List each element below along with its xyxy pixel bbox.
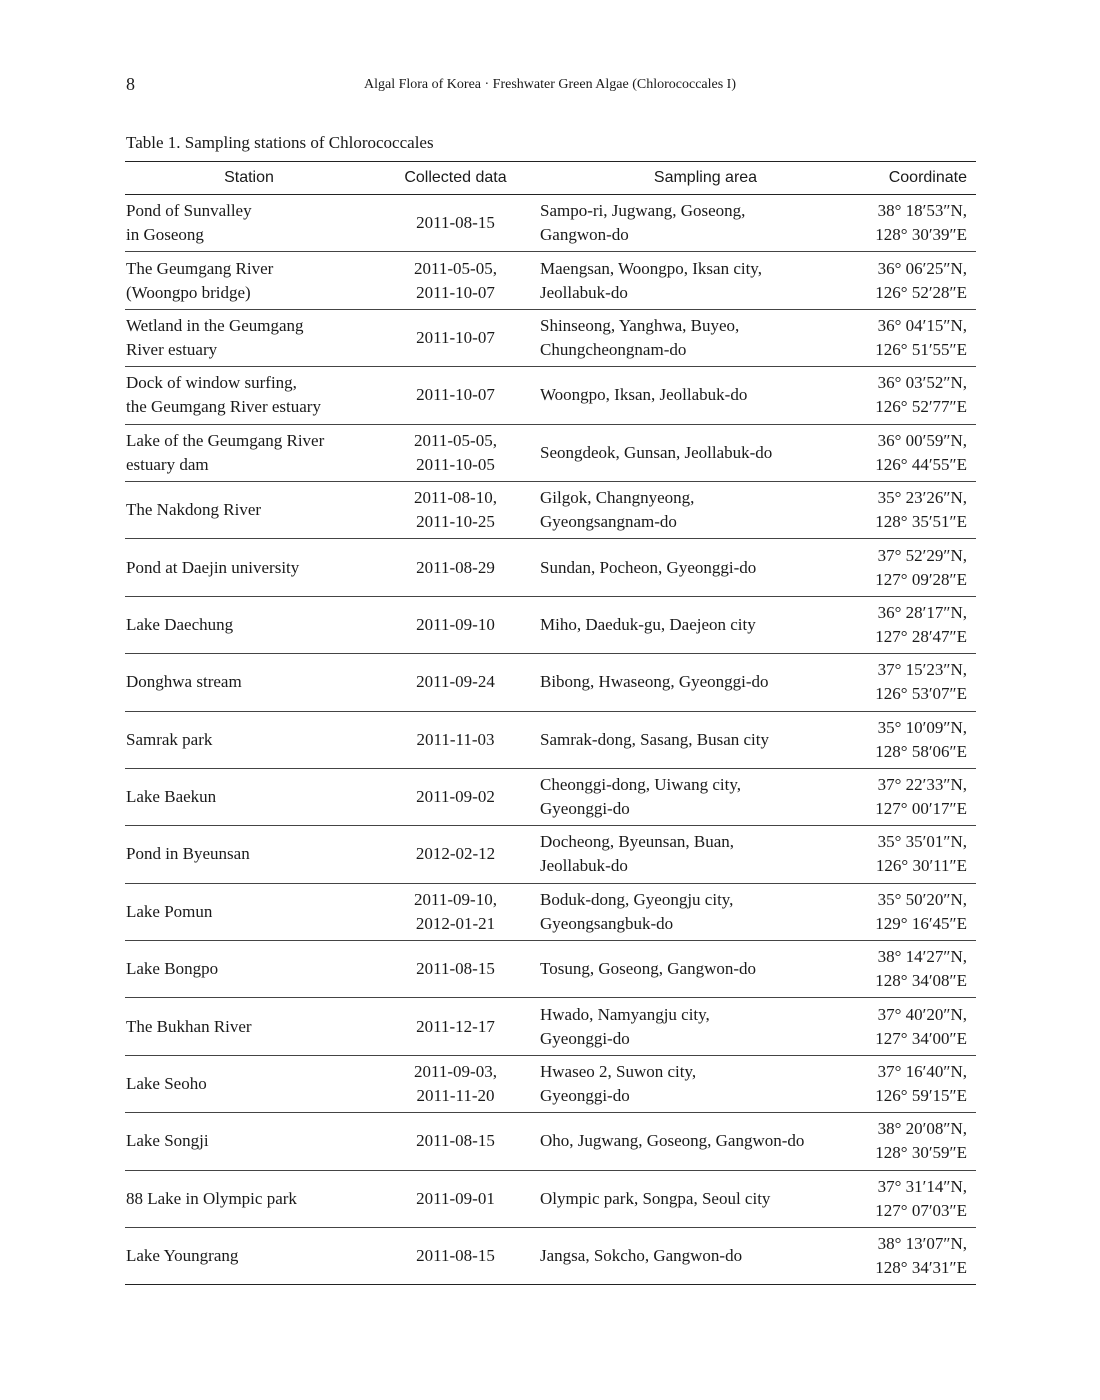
table-row [125,195,976,252]
collected-date-cell [373,711,538,768]
collected-date-cell [373,1113,538,1170]
station-cell-line: Wetland in the Geumgang [126,315,304,335]
coordinate-cell-line: 129° 16′45″E [875,913,967,933]
station-cell-line: Lake of the Geumgang River [126,430,325,450]
coordinate-cell [873,367,976,424]
collected-date-cell [373,941,538,998]
station-cell-line: Lake Bongpo [126,959,219,979]
coordinate-cell [873,826,976,883]
station-cell-line: Lake Pomun [126,901,213,921]
station-cell-line: Lake Youngrang [126,1246,239,1266]
coordinate-cell [873,711,976,768]
coordinate-cell [873,1228,976,1285]
station-cell [125,941,373,998]
sampling-area-cell-line: Cheonggi-dong, Uiwang city, [540,775,741,795]
collected-date-cell [373,826,538,883]
coordinate-cell-line: 38° 14′27″N, [877,947,967,967]
table-row [125,998,976,1055]
collected-date-cell-line: 2011-10-07 [416,327,495,347]
collected-date-cell-line: 2011-08-15 [416,1246,495,1266]
sampling-area-cell [538,309,873,366]
coordinate-cell-line: 126° 52′28″E [875,282,967,302]
sampling-area-cell [538,826,873,883]
sampling-stations-table [125,161,976,1285]
table-row [125,711,976,768]
station-cell-line: (Woongpo bridge) [126,282,251,302]
coordinate-cell [873,768,976,825]
coordinate-cell-line: 127° 07′03″E [875,1200,967,1220]
sampling-area-cell-line: Gyeonggi-do [540,1086,630,1106]
sampling-area-cell [538,539,873,596]
coordinate-cell [873,998,976,1055]
coordinate-cell-line: 127° 00′17″E [875,799,967,819]
coordinate-cell-line: 35° 23′26″N, [877,488,967,508]
station-cell [125,309,373,366]
collected-date-cell-line: 2011-09-10, [414,889,497,909]
sampling-area-cell [538,1055,873,1112]
table-row [125,1113,976,1170]
sampling-area-cell [538,654,873,711]
station-cell-line: the Geumgang River estuary [126,397,321,417]
table-caption: Table 1. Sampling stations of Chlorococcales [126,133,434,152]
station-cell-line: Samrak park [126,729,213,749]
sampling-area-cell-line: Sampo-ri, Jugwang, Goseong, [540,201,746,221]
coordinate-cell-line: 127° 09′28″E [875,569,967,589]
station-cell [125,1055,373,1112]
coordinate-cell [873,539,976,596]
coordinate-cell-line: 37° 52′29″N, [877,545,967,565]
collected-date-cell-line: 2011-08-29 [416,557,495,577]
sampling-area-cell-line: Tosung, Goseong, Gangwon-do [540,959,757,979]
sampling-area-cell-line: Hwaseo 2, Suwon city, [540,1062,697,1082]
station-cell [125,654,373,711]
table-row [125,883,976,940]
collected-date-cell-line: 2011-08-10, [414,488,497,508]
collected-date-cell-line: 2011-10-25 [416,512,495,532]
sampling-area-cell-line: Woongpo, Iksan, Jeollabuk-do [540,385,748,405]
collected-date-cell-line: 2011-10-07 [416,385,495,405]
station-cell-line: The Geumgang River [126,258,274,278]
sampling-area-cell-line: Gilgok, Changnyeong, [540,488,695,508]
table-row [125,654,976,711]
station-cell-line: Pond of Sunvalley [126,201,252,221]
collected-date-cell-line: 2011-08-15 [416,213,495,233]
column-header-coordinate: Coordinate [888,169,967,186]
table-row [125,367,976,424]
station-cell-line: Donghwa stream [126,672,242,692]
coordinate-cell [873,252,976,309]
coordinate-cell [873,596,976,653]
coordinate-cell-line: 36° 00′59″N, [877,430,967,450]
station-cell-line: The Nakdong River [126,500,262,520]
collected-date-cell-line: 2011-09-02 [416,787,495,807]
sampling-area-cell [538,424,873,481]
coordinate-cell-line: 37° 16′40″N, [877,1062,967,1082]
coordinate-cell [873,481,976,538]
column-header-sampling-area: Sampling area [653,169,758,186]
collected-date-cell-line: 2011-12-17 [416,1016,495,1036]
collected-date-cell [373,367,538,424]
sampling-area-cell-line: Gyeonggi-do [540,799,630,819]
station-cell-line: Lake Baekun [126,787,217,807]
collected-date-cell [373,1228,538,1285]
station-cell-line: Lake Seoho [126,1074,207,1094]
sampling-area-cell-line: Sundan, Pocheon, Gyeonggi-do [540,557,757,577]
collected-date-cell [373,654,538,711]
sampling-area-cell [538,883,873,940]
collected-date-cell [373,596,538,653]
station-cell-line: Lake Songji [126,1131,209,1151]
sampling-area-cell [538,768,873,825]
station-cell [125,826,373,883]
sampling-area-cell-line: Gyeonggi-do [540,1028,630,1048]
column-header-collected-data: Collected data [404,169,507,186]
collected-date-cell-line: 2012-01-21 [415,913,496,933]
collected-date-cell-line: 2011-10-05 [416,454,495,474]
table-header-row [125,162,976,195]
collected-date-cell-line: 2011-05-05, [414,430,497,450]
table-header [125,162,976,195]
coordinate-cell-line: 127° 28′47″E [875,626,967,646]
table-row [125,481,976,538]
station-cell-line: Lake Daechung [126,614,234,634]
sampling-area-cell-line: Docheong, Byeunsan, Buan, [540,832,735,852]
coordinate-cell-line: 128° 34′31″E [875,1258,967,1278]
sampling-area-cell-line: Samrak-dong, Sasang, Busan city [540,729,769,749]
sampling-area-cell-line: Jeollabuk-do [540,282,628,302]
station-cell-line: Pond in Byeunsan [126,844,250,864]
coordinate-cell [873,195,976,252]
sampling-area-cell-line: Shinseong, Yanghwa, Buyeo, [540,315,740,335]
coordinate-cell-line: 37° 40′20″N, [877,1004,967,1024]
coordinate-cell-line: 128° 30′39″E [875,225,967,245]
sampling-area-cell-line: Maengsan, Woongpo, Iksan city, [540,258,762,278]
station-cell-line: River estuary [126,339,218,359]
coordinate-cell [873,883,976,940]
coordinate-cell-line: 126° 30′11″E [875,856,967,876]
sampling-area-cell [538,998,873,1055]
sampling-area-cell-line: Hwado, Namyangju city, [540,1004,710,1024]
station-cell [125,195,373,252]
collected-date-cell-line: 2011-09-03, [414,1062,497,1082]
collected-date-cell [373,998,538,1055]
table-body [125,195,976,1285]
collected-date-cell-line: 2011-08-15 [416,1131,495,1151]
coordinate-cell-line: 38° 18′53″N, [877,201,967,221]
coordinate-cell-line: 35° 10′09″N, [877,717,967,737]
sampling-area-cell-line: Boduk-dong, Gyeongju city, [540,889,734,909]
collected-date-cell-line: 2011-09-10 [416,614,495,634]
collected-date-cell [373,1055,538,1112]
coordinate-cell-line: 127° 34′00″E [875,1028,967,1048]
sampling-area-cell [538,596,873,653]
collected-date-cell [373,309,538,366]
sampling-area-cell [538,252,873,309]
sampling-area-cell-line: Seongdeok, Gunsan, Jeollabuk-do [540,442,773,462]
sampling-area-cell-line: Oho, Jugwang, Goseong, Gangwon-do [540,1131,805,1151]
station-cell-line: in Goseong [126,225,204,245]
sampling-area-cell-line: Gyeongsangnam-do [540,512,677,532]
sampling-area-cell [538,1113,873,1170]
station-cell-line: The Bukhan River [126,1016,252,1036]
coordinate-cell-line: 36° 04′15″N, [877,315,967,335]
coordinate-cell-line: 35° 50′20″N, [877,889,967,909]
coordinate-cell-line: 36° 28′17″N, [877,602,967,622]
coordinate-cell [873,1170,976,1227]
sampling-area-cell-line: Chungcheongnam-do [540,339,687,359]
station-cell-line: estuary dam [126,454,209,474]
station-cell [125,1228,373,1285]
station-cell [125,1170,373,1227]
coordinate-cell-line: 38° 13′07″N, [877,1234,967,1254]
coordinate-cell-line: 35° 35′01″N, [877,832,967,852]
sampling-area-cell [538,195,873,252]
coordinate-cell [873,941,976,998]
collected-date-cell-line: 2011-09-24 [416,672,495,692]
collected-date-cell-line: 2011-10-07 [416,282,495,302]
station-cell-line: 88 Lake in Olympic park [126,1188,297,1208]
coordinate-cell-line: 36° 06′25″N, [877,258,967,278]
station-cell [125,424,373,481]
sampling-area-cell-line: Jangsa, Sokcho, Gangwon-do [540,1246,743,1266]
sampling-area-cell-line: Bibong, Hwaseong, Gyeonggi-do [540,672,769,692]
station-cell [125,1113,373,1170]
coordinate-cell [873,424,976,481]
coordinate-cell [873,1113,976,1170]
collected-date-cell [373,1170,538,1227]
station-cell [125,539,373,596]
coordinate-cell-line: 126° 51′55″E [875,339,967,359]
coordinate-cell-line: 36° 03′52″N, [877,373,967,393]
coordinate-cell-line: 37° 22′33″N, [877,775,967,795]
table-row [125,768,976,825]
page-number: 8 [126,74,135,94]
coordinate-cell-line: 128° 30′59″E [875,1143,967,1163]
sampling-area-cell-line: Gyeongsangbuk-do [540,913,674,933]
station-cell [125,711,373,768]
collected-date-cell-line: 2011-09-01 [416,1188,495,1208]
coordinate-cell [873,1055,976,1112]
coordinate-cell-line: 37° 31′14″N, [877,1176,967,1196]
table-row [125,424,976,481]
collected-date-cell [373,883,538,940]
collected-date-cell-line: 2011-11-20 [416,1086,495,1106]
coordinate-cell-line: 126° 52′77″E [875,397,967,417]
collected-date-cell [373,481,538,538]
station-cell [125,596,373,653]
station-cell [125,883,373,940]
coordinate-cell-line: 128° 35′51″E [875,512,967,532]
table-row [125,941,976,998]
coordinate-cell-line: 126° 53′07″E [875,684,967,704]
table-row [125,252,976,309]
collected-date-cell-line: 2012-02-12 [415,844,496,864]
coordinate-cell [873,309,976,366]
coordinate-cell-line: 126° 44′55″E [875,454,967,474]
sampling-area-cell [538,1228,873,1285]
sampling-area-cell-line: Olympic park, Songpa, Seoul city [540,1188,771,1208]
collected-date-cell-line: 2011-11-03 [416,729,495,749]
collected-date-cell [373,424,538,481]
sampling-area-cell [538,941,873,998]
coordinate-cell-line: 128° 58′06″E [875,741,967,761]
table-row [125,1055,976,1112]
table-row [125,539,976,596]
coordinate-cell-line: 37° 15′23″N, [877,660,967,680]
sampling-area-cell-line: Gangwon-do [540,225,629,245]
sampling-area-cell [538,367,873,424]
coordinate-cell-line: 126° 59′15″E [875,1086,967,1106]
collected-date-cell-line: 2011-08-15 [416,959,495,979]
collected-date-cell [373,252,538,309]
column-header-station: Station [224,169,274,186]
table-row [125,826,976,883]
table [125,161,976,1285]
collected-date-cell-line: 2011-05-05, [414,258,497,278]
station-cell-line: Dock of window surfing, [126,373,297,393]
collected-date-cell [373,768,538,825]
station-cell-line: Pond at Daejin university [126,557,300,577]
table-row [125,1228,976,1285]
table-row [125,596,976,653]
station-cell [125,252,373,309]
station-cell [125,768,373,825]
table-row [125,309,976,366]
station-cell [125,367,373,424]
station-cell [125,481,373,538]
sampling-area-cell [538,481,873,538]
table-row [125,1170,976,1227]
coordinate-cell-line: 128° 34′08″E [875,971,967,991]
sampling-area-cell [538,711,873,768]
sampling-area-cell [538,1170,873,1227]
collected-date-cell [373,539,538,596]
sampling-area-cell-line: Miho, Daeduk-gu, Daejeon city [540,614,756,634]
coordinate-cell-line: 38° 20′08″N, [877,1119,967,1139]
collected-date-cell [373,195,538,252]
coordinate-cell [873,654,976,711]
running-header: Algal Flora of Korea · Freshwater Green Algae (Chlorococcales I) [363,77,737,92]
station-cell [125,998,373,1055]
sampling-area-cell-line: Jeollabuk-do [540,856,628,876]
